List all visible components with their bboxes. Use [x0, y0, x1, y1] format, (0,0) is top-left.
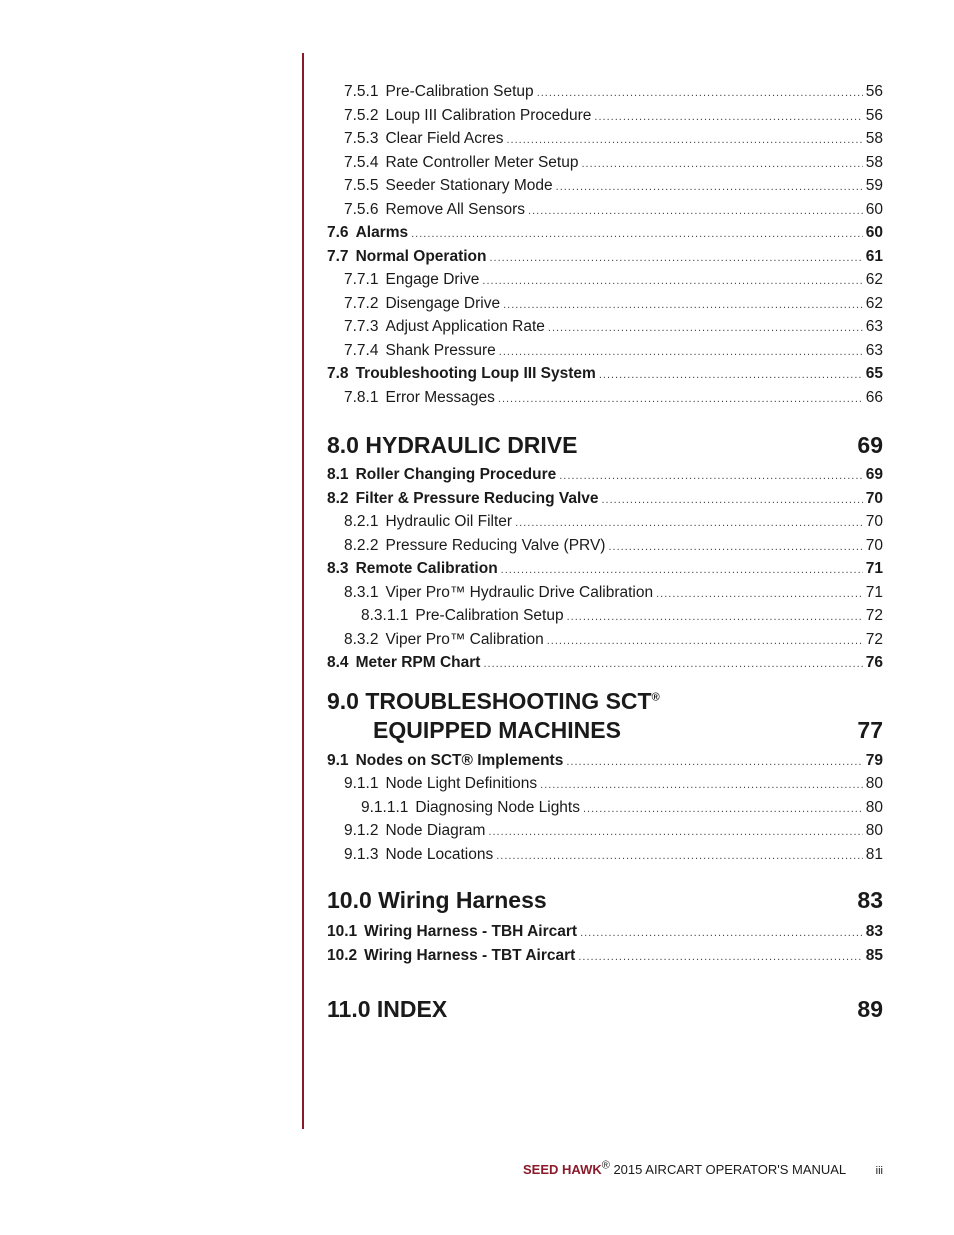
margin-rule: [302, 53, 304, 1129]
toc-entry-title: Shank Pressure: [385, 341, 496, 359]
section-8-title: 8.0 HYDRAULIC DRIVE: [327, 432, 578, 458]
dot-leader: [548, 322, 863, 334]
toc-entry-title: Troubleshooting Loup III System: [355, 365, 596, 382]
toc-entry-number: 7.5.2: [344, 106, 379, 124]
toc-entry-page: 58: [865, 153, 883, 171]
dot-leader: [489, 252, 862, 264]
toc-entry-page: 56: [865, 106, 883, 124]
toc-entry-page: 62: [865, 294, 883, 312]
toc-entry-page: 58: [865, 130, 883, 147]
toc-entry-page: 72: [865, 630, 883, 648]
toc-entry-number: 7.5.4: [344, 153, 379, 171]
toc-entry[interactable]: [327, 271, 883, 295]
toc-entry-page: 70: [865, 489, 883, 507]
toc-entry-page: 71: [865, 583, 883, 601]
toc-entry[interactable]: [327, 224, 883, 248]
toc-entry-page: 80: [865, 775, 883, 792]
section-11-title: 11.0 INDEX: [327, 996, 448, 1022]
toc-entry-page: 63: [865, 341, 883, 359]
toc-entry-number: 9.1.1: [344, 775, 379, 792]
toc-entry-page: 70: [865, 536, 883, 554]
dot-leader: [507, 134, 863, 146]
toc-entry-page: 69: [865, 466, 883, 483]
dot-leader: [483, 658, 862, 670]
toc-entry[interactable]: [327, 154, 883, 178]
toc-entry-page: 81: [865, 845, 883, 863]
toc-entry-title: Rate Controller Meter Setup: [385, 153, 579, 171]
toc-entry-title: Remote Calibration: [355, 560, 498, 577]
toc-entry[interactable]: [327, 295, 883, 319]
toc-entry-title: Seeder Stationary Mode: [385, 177, 553, 194]
toc-entry-page: 65: [865, 365, 883, 382]
toc-entry-number: 10.2: [327, 946, 358, 964]
toc-entry-number: 7.5.3: [344, 130, 379, 147]
dot-leader: [567, 611, 863, 623]
toc-entry-page: 83: [865, 923, 883, 940]
dot-leader: [515, 517, 863, 529]
dot-leader: [581, 158, 862, 170]
dot-leader: [482, 275, 862, 287]
toc-entry-title: Hydraulic Oil Filter: [385, 513, 513, 530]
toc-entry-number: 7.5.5: [344, 177, 379, 194]
toc-entry-number: 8.2: [327, 489, 349, 507]
section-8-entries: [327, 466, 883, 678]
toc-entry-number: 8.3.2: [344, 630, 379, 648]
toc-entry-title: Roller Changing Procedure: [355, 466, 557, 483]
section-9-page: 77: [857, 716, 883, 743]
footer-brand: SEED HAWK: [523, 1162, 602, 1177]
dot-leader: [488, 826, 862, 838]
toc-entry-title: Wiring Harness - TBT Aircart: [364, 946, 576, 964]
toc-entry-number: 8.4: [327, 654, 349, 671]
toc-top-group: [327, 83, 883, 412]
dot-leader: [566, 756, 862, 768]
toc-entry-number: 7.5.1: [344, 83, 379, 100]
toc-entry-title: Diagnosing Node Lights: [415, 798, 580, 816]
toc-entry-title: Pre-Calibration Setup: [415, 607, 564, 624]
toc-entry[interactable]: [327, 107, 883, 131]
dot-leader: [594, 111, 862, 123]
toc-entry[interactable]: [327, 537, 883, 561]
toc-entry-number: 7.7.4: [344, 341, 379, 359]
toc-entry[interactable]: [327, 130, 883, 154]
toc-entry-title: Alarms: [355, 224, 409, 241]
toc-entry[interactable]: [327, 83, 883, 107]
toc-entry-title: Viper Pro™ Hydraulic Drive Calibration: [385, 583, 654, 601]
toc-entry-page: 62: [865, 271, 883, 288]
dot-leader: [498, 393, 863, 405]
toc-entry-title: Pressure Reducing Valve (PRV): [385, 536, 606, 554]
toc-entry-number: 9.1.1.1: [361, 798, 409, 816]
toc-entry[interactable]: [327, 318, 883, 342]
toc-entry[interactable]: [327, 177, 883, 201]
dot-leader: [578, 951, 862, 963]
toc-entry-title: Error Messages: [385, 388, 495, 406]
toc-entry[interactable]: [327, 490, 883, 514]
section-heading-10: [327, 887, 883, 923]
toc-entry-title: Node Locations: [385, 845, 494, 863]
toc-entry[interactable]: [327, 201, 883, 225]
toc-entry-number: 8.3: [327, 560, 349, 577]
toc-entry-number: 7.6: [327, 224, 349, 241]
toc-entry-title: Adjust Application Rate: [385, 318, 545, 335]
section-heading-8: [327, 432, 883, 466]
dot-leader: [583, 803, 863, 815]
toc-entry-title: Pre-Calibration Setup: [385, 83, 534, 100]
toc-entry[interactable]: [327, 822, 883, 846]
toc-entry[interactable]: [327, 923, 883, 947]
toc-entry-page: 66: [865, 388, 883, 406]
toc-entry-page: 72: [865, 607, 883, 624]
toc-entry[interactable]: [327, 775, 883, 799]
footer-page-number: iii: [875, 1165, 883, 1177]
toc-entry-number: 8.2.2: [344, 536, 379, 554]
toc-entry-title: Node Diagram: [385, 822, 486, 839]
dot-leader: [528, 205, 863, 217]
toc-entry-number: 7.8: [327, 365, 349, 382]
toc-entry-number: 8.3.1: [344, 583, 379, 601]
dot-leader: [540, 779, 863, 791]
section-10-entries: [327, 923, 883, 970]
dot-leader: [556, 181, 863, 193]
toc-entry-page: 71: [865, 560, 883, 577]
toc-entry[interactable]: [327, 466, 883, 490]
section-11-page: 89: [857, 996, 883, 1022]
toc-entry-number: 7.7.2: [344, 294, 379, 312]
toc-entry[interactable]: [327, 248, 883, 272]
toc-entry[interactable]: [327, 947, 883, 971]
toc-entry-page: 80: [865, 798, 883, 816]
toc-entry-title: Clear Field Acres: [385, 130, 504, 147]
toc-entry-title: Remove All Sensors: [385, 200, 526, 218]
toc-entry[interactable]: [327, 365, 883, 389]
dot-leader: [503, 299, 863, 311]
toc-entry-page: 60: [865, 200, 883, 218]
section-9-title-line1: 9.0 TROUBLESHOOTING SCT: [327, 687, 652, 714]
toc-entry-title: Loup III Calibration Procedure: [385, 106, 592, 124]
toc-entry-number: 10.1: [327, 923, 358, 940]
toc-entry[interactable]: [327, 846, 883, 870]
toc-entry-page: 76: [865, 654, 883, 671]
toc-entry-title: Meter RPM Chart: [355, 654, 481, 671]
toc-entry-page: 79: [865, 751, 883, 769]
dot-leader: [496, 850, 863, 862]
toc-entry-number: 7.7.3: [344, 318, 379, 335]
toc-entry-page: 60: [865, 224, 883, 241]
dot-leader: [580, 927, 863, 939]
toc-entry-page: 80: [865, 822, 883, 839]
toc-entry-page: 61: [865, 247, 883, 265]
toc-entry-title: Engage Drive: [385, 271, 480, 288]
toc-entry-title: Filter & Pressure Reducing Valve: [355, 489, 599, 507]
toc-entry[interactable]: [327, 631, 883, 655]
toc-entry-number: 7.8.1: [344, 388, 379, 406]
toc-entry[interactable]: [327, 799, 883, 823]
dot-leader: [559, 470, 863, 482]
toc-entry[interactable]: [327, 607, 883, 631]
dot-leader: [411, 228, 863, 240]
dot-leader: [547, 635, 863, 647]
toc-entry-number: 8.3.1.1: [361, 607, 409, 624]
footer-registered-mark: ®: [601, 1159, 610, 1172]
toc-entry[interactable]: [327, 584, 883, 608]
toc-entry-number: 8.2.1: [344, 513, 379, 530]
toc-entry-page: 59: [865, 177, 883, 194]
toc-entry[interactable]: [327, 752, 883, 776]
toc-entry-number: 7.7.1: [344, 271, 379, 288]
toc-entry[interactable]: [327, 389, 883, 413]
table-of-contents: [327, 83, 883, 1032]
section-10-page: 83: [857, 887, 883, 913]
registered-mark: ®: [651, 690, 660, 703]
toc-entry-page: 56: [865, 83, 883, 100]
toc-entry-number: 9.1.3: [344, 845, 379, 863]
toc-entry-number: 9.1.2: [344, 822, 379, 839]
toc-entry-page: 70: [865, 513, 883, 530]
dot-leader: [602, 494, 863, 506]
toc-entry-page: 63: [865, 318, 883, 335]
section-10-title: 10.0 Wiring Harness: [327, 887, 547, 913]
dot-leader: [501, 564, 863, 576]
section-heading-11: [327, 996, 883, 1032]
dot-leader: [537, 87, 863, 99]
dot-leader: [499, 346, 863, 358]
toc-entry-title: Viper Pro™ Calibration: [385, 630, 544, 648]
toc-entry-title: Wiring Harness - TBH Aircart: [364, 923, 578, 940]
dot-leader: [656, 588, 863, 600]
toc-entry-number: 7.7: [327, 247, 349, 265]
toc-entry-title: Node Light Definitions: [385, 775, 538, 792]
toc-entry-number: 8.1: [327, 466, 349, 483]
toc-entry[interactable]: [327, 513, 883, 537]
dot-leader: [599, 369, 863, 381]
toc-entry[interactable]: [327, 342, 883, 366]
toc-entry[interactable]: [327, 654, 883, 678]
toc-entry-number: 7.5.6: [344, 200, 379, 218]
toc-entry-title: Nodes on SCT® Implements: [355, 751, 564, 769]
dot-leader: [608, 541, 862, 553]
toc-entry-title: Disengage Drive: [385, 294, 501, 312]
section-8-page: 69: [857, 432, 883, 458]
page-footer: [523, 1159, 883, 1177]
toc-entry-number: 9.1: [327, 751, 349, 769]
section-9-title-line2: EQUIPPED MACHINES: [373, 716, 621, 743]
section-heading-9: [327, 688, 883, 746]
toc-entry-title: Normal Operation: [355, 247, 487, 265]
section-9-entries: [327, 752, 883, 870]
footer-title: 2015 AIRCART OPERATOR'S MANUAL: [609, 1162, 847, 1177]
toc-entry-page: 85: [865, 946, 883, 964]
toc-entry[interactable]: [327, 560, 883, 584]
